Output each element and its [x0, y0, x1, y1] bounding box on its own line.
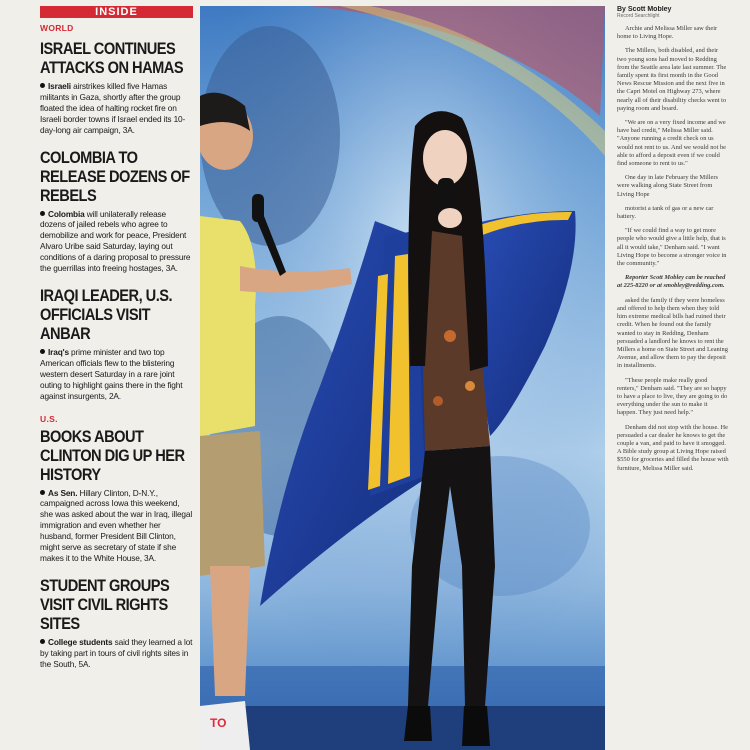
headline: COLOMBIA TO RELEASE DOZENS OF REBELS — [40, 147, 190, 205]
brief-lead: Iraq's — [48, 346, 69, 357]
brief-lead: As Sen. — [48, 487, 78, 498]
headline: IRAQI LEADER, U.S. OFFICIALS VISIT ANBAR — [40, 285, 173, 343]
article-paragraph: motorist a tank of gas or a new car battery. — [617, 204, 714, 221]
brief-lead: Colombia — [48, 208, 85, 219]
article-paragraph: "We are on a very fixed income and we have bad credit," Melissa Miller said. "Anyone running a credit check on us would not rent to us. And we would not be able to afford a deposit even if we could find someone to rent to us." — [617, 119, 726, 168]
article-paragraph: The Millers, both disabled, and their two young sons had moved to Redding from the Seattle area late last summer. The family spent its first month in the Good News Rescue Mission and the next five in the Capri Motel on Highway 273, where nearly all of their disability checks went to paying room and board. — [617, 47, 727, 112]
brief-body — [40, 347, 193, 402]
brief-body — [40, 81, 193, 136]
inside-header-bar: INSIDE — [40, 6, 193, 18]
byline-affiliation: Record Searchlight — [617, 13, 660, 19]
article-paragraph: "These people make really good renters," Denham said. "They are so happy to have a place to live, they are going to do everything under the sun to make it happen. They just need help." — [617, 376, 728, 417]
section-label: U.S. — [40, 413, 58, 424]
brief-lead: College students — [48, 636, 113, 647]
headline: BOOKS ABOUT CLINTON DIG UP HER HISTORY — [40, 426, 185, 484]
brief-body — [40, 637, 193, 670]
news-brief — [40, 23, 193, 136]
news-brief — [40, 576, 193, 670]
reporter-contact: Reporter Scott Mobley can be reached at 225-8220 or at smobley@redding.com. — [617, 274, 726, 290]
article-paragraph: One day in late February the Millers were walking along State Street from Living Hope — [617, 174, 718, 198]
headline: ISRAEL CONTINUES ATTACKS ON HAMAS — [40, 39, 184, 77]
news-brief — [40, 414, 193, 564]
news-brief — [40, 148, 193, 274]
bullet-icon — [40, 83, 45, 88]
article-paragraph: Denham did not stop with the house. He persuaded a car dealer he knows to get the couple a van, and paid to have it smogged. A Bible study group at Living Hope raised $550 for groceries and filled the house with furniture, Melissa Miller said. — [617, 423, 729, 472]
brief-text: airstrikes killed five Hamas militants in Gaza, shortly after the group floated the idea of halting rocket fire on Israeli border towns if Israel ended its 10-day-long air campaign, 3A. — [40, 81, 186, 135]
section-label: WORLD — [40, 23, 74, 33]
brief-text: will unilaterally release dozens of jailed rebels who agree to demobilize and work for peace, President Alvaro Uribe said Saturday, laying out conditions of a daring proposal to pressure the guerrillas into freeing hostages, 3A. — [40, 208, 191, 274]
article-paragraph: asked the family if they were homeless and offered to help them when they told him extreme medical bills had ruined their credit. When he found out the family wanted to stay in Redding, Denham persuaded a landlord he knows to rent the Millers a home on State Street and Leaning Avenue, and allow them to pay the deposit in installments. — [617, 296, 728, 370]
bullet-icon — [40, 349, 45, 354]
brief-text: Hillary Clinton, D-N.Y., campaigned across Iowa this weekend, she was asked about the war in Iraq, illegal immigration and even whether her husband, former President Bill Clinton, might serve as secretary of state if she makes it to the White House, 3A. — [40, 487, 193, 563]
bullet-icon — [40, 639, 45, 644]
bullet-icon — [40, 211, 45, 216]
brief-text: said they learned a lot by taking part in tours of civil rights sites in the South, 5A. — [40, 636, 193, 669]
news-brief — [40, 286, 193, 402]
brief-body — [40, 488, 193, 564]
stage-photo-illustration — [200, 6, 605, 750]
stage-photo — [200, 6, 605, 750]
article-paragraph: "If we could find a way to get more people who would give a little help, that is all it would take," Denham said. "I want Living Hope to become a stronger voice in the community." — [617, 227, 727, 268]
bullet-icon — [40, 490, 45, 495]
headline: STUDENT GROUPS VISIT CIVIL RIGHTS SITES — [40, 575, 170, 633]
byline: By Scott Mobley — [617, 6, 672, 13]
brief-body — [40, 209, 193, 274]
article-paragraph: Archie and Melissa Miller saw their home to Living Hope. — [617, 25, 718, 41]
brief-lead: Israeli — [48, 81, 71, 91]
article-column — [617, 6, 729, 750]
photo-corner-text: TO — [210, 716, 227, 730]
inside-column — [40, 6, 193, 750]
brief-text: prime minister and two top American officials flew to the blistering western desert Saturday in a rare joint outing to highlight gains there in the fight against insurgents, 2A. — [40, 346, 183, 401]
